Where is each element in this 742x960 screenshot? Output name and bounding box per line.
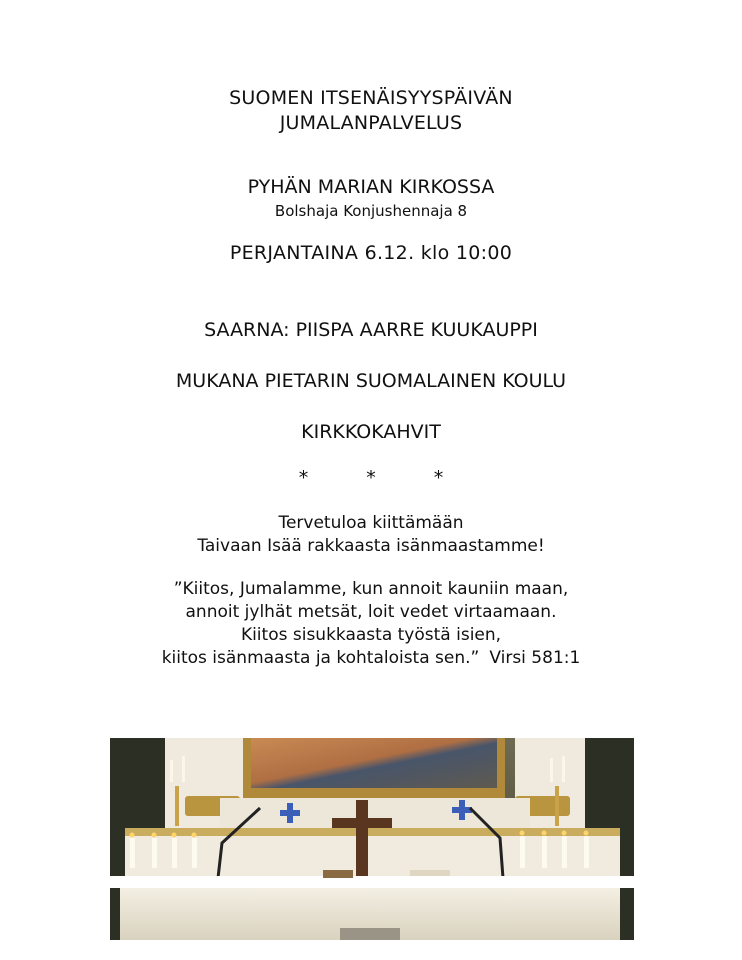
title-heading	[0, 86, 742, 136]
welcome-line-2: Taivaan Isää rakkaasta isänmaastamme!	[197, 536, 545, 556]
hymn-line-3: Kiitos sisukkaasta työstä isien,	[240, 625, 502, 645]
hymn-line-4: kiitos isänmaasta ja kohtaloista sen.”	[161, 648, 480, 668]
welcome-line-1: Tervetuloa kiittämään	[278, 513, 464, 533]
sermon-info: SAARNA: PIISPA AARRE KUUKAUPPI	[204, 319, 538, 341]
hymn-line-1: ”Kiitos, Jumalamme, kun annoit kauniin maan,	[173, 579, 569, 599]
hymn-reference: Virsi 581:1	[489, 648, 581, 668]
hymn-quote	[0, 578, 742, 670]
altar-photo	[110, 738, 634, 940]
church-coffee: KIRKKOKAHVIT	[301, 421, 441, 443]
hymn-line-4-row	[0, 647, 742, 670]
separator-stars: * * *	[298, 467, 470, 489]
church-address: Bolshaja Konjushennaja 8	[274, 202, 468, 220]
title-line-1: SUOMEN ITSENÄISYYSPÄIVÄN	[229, 87, 513, 109]
altar-photo-drawing	[110, 738, 634, 940]
service-datetime: PERJANTAINA 6.12. klo 10:00	[229, 242, 513, 264]
welcome-text	[0, 512, 742, 558]
church-name: PYHÄN MARIAN KIRKOSSA	[247, 176, 495, 198]
participants-info: MUKANA PIETARIN SUOMALAINEN KOULU	[175, 370, 567, 392]
hymn-line-2: annoit jylhät metsät, loit vedet virtaamaan.	[185, 602, 557, 622]
title-line-2: JUMALANPALVELUS	[279, 112, 463, 134]
